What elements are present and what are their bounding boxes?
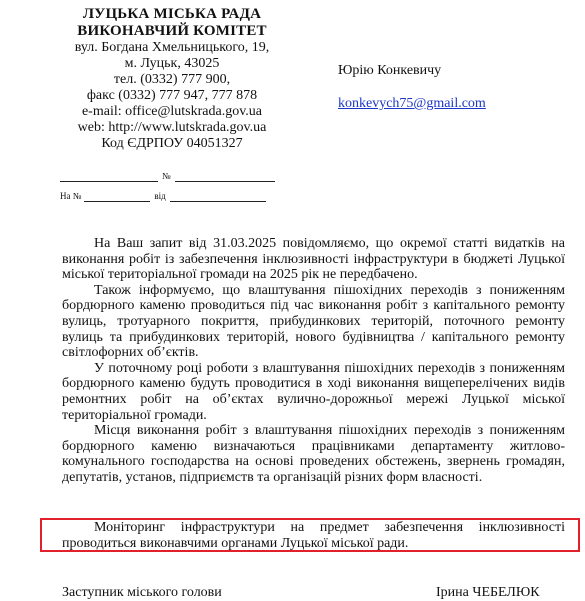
- letterhead: [52, 6, 292, 152]
- outgoing-number-blank: [175, 171, 275, 182]
- recipient-name: Юрію Конкевичу: [338, 63, 442, 78]
- letter-body: [62, 236, 565, 486]
- highlighted-paragraph: Моніторинг інфраструктури на предмет забезпечення інклюзивності проводиться виконавчими органами Луцької міської ради.: [62, 520, 565, 551]
- outgoing-date-blank: [60, 171, 158, 182]
- paragraph-2: Також інформуємо, що влаштування пішохідних переходів з пониженням бордюрного каменю проводиться під час виконання робіт з капітального ремонту вулиць, тротуарного покриття, прибудинкових територій, поточного ремонту вулиць та прибудинкових територій, нового будівництва / капітального ремонту світлофорних об’єктів.: [62, 282, 565, 361]
- edrpou-line: Код ЄДРПОУ 04051327: [101, 136, 243, 151]
- paragraph-4: Місця виконання робіт з влаштування пішохідних переходів з пониженням бордюрного каменю визначаються працівниками департаменту житлово-комунального господарства на основі проведених обстежень, звернень громадян, депутатів, установ, підприємств та організацій різних форм власності.: [62, 423, 565, 485]
- paragraph-1: На Ваш запит від 31.03.2025 повідомляємо, що окремої статті видатків на виконання робіт із забезпечення інклюзивності інфраструктури в бюджеті Луцької міської територіальної громади на 2025 рік не передбачено.: [62, 236, 565, 283]
- incoming-ref-row: [60, 182, 300, 202]
- phone-line: тел. (0332) 777 900,: [113, 72, 231, 87]
- address-line1: вул. Богдана Хмельницького, 19,: [74, 40, 270, 55]
- registration-fields: [60, 162, 300, 202]
- highlighted-paragraph-block: [62, 520, 565, 551]
- recipient-email-link[interactable]: konkevych75@gmail.com: [338, 96, 486, 111]
- web-line: web: http://www.lutskrada.gov.ua: [77, 120, 267, 135]
- number-sign: №: [162, 171, 171, 181]
- ref-prefix: На №: [60, 191, 82, 201]
- date-prefix: від: [154, 191, 166, 201]
- signature-role: Заступник міського голови: [62, 585, 222, 600]
- ref-number-blank: [84, 191, 150, 202]
- org-name-line2: ВИКОНАВЧИЙ КОМІТЕТ: [77, 23, 267, 39]
- ref-date-blank: [170, 191, 266, 202]
- signature-name: Ірина ЧЕБЕЛЮК: [436, 585, 540, 600]
- fax-line: факс (0332) 777 947, 777 878: [86, 88, 258, 103]
- outgoing-number-row: [60, 162, 300, 182]
- email-line: e-mail: office@lutskrada.gov.ua: [81, 104, 263, 119]
- paragraph-3: У поточному році роботи з влаштування пішохідних переходів з пониженням бордюрного каменю будуть проводитися в ході виконання вищеперелічених видів ремонтних робіт на об’єктах вулично-дорожньої мережі Луцької міської територіальної громади.: [62, 360, 565, 423]
- address-line2: м. Луцьк, 43025: [124, 56, 220, 71]
- org-name-line1: ЛУЦЬКА МІСЬКА РАДА: [82, 6, 262, 22]
